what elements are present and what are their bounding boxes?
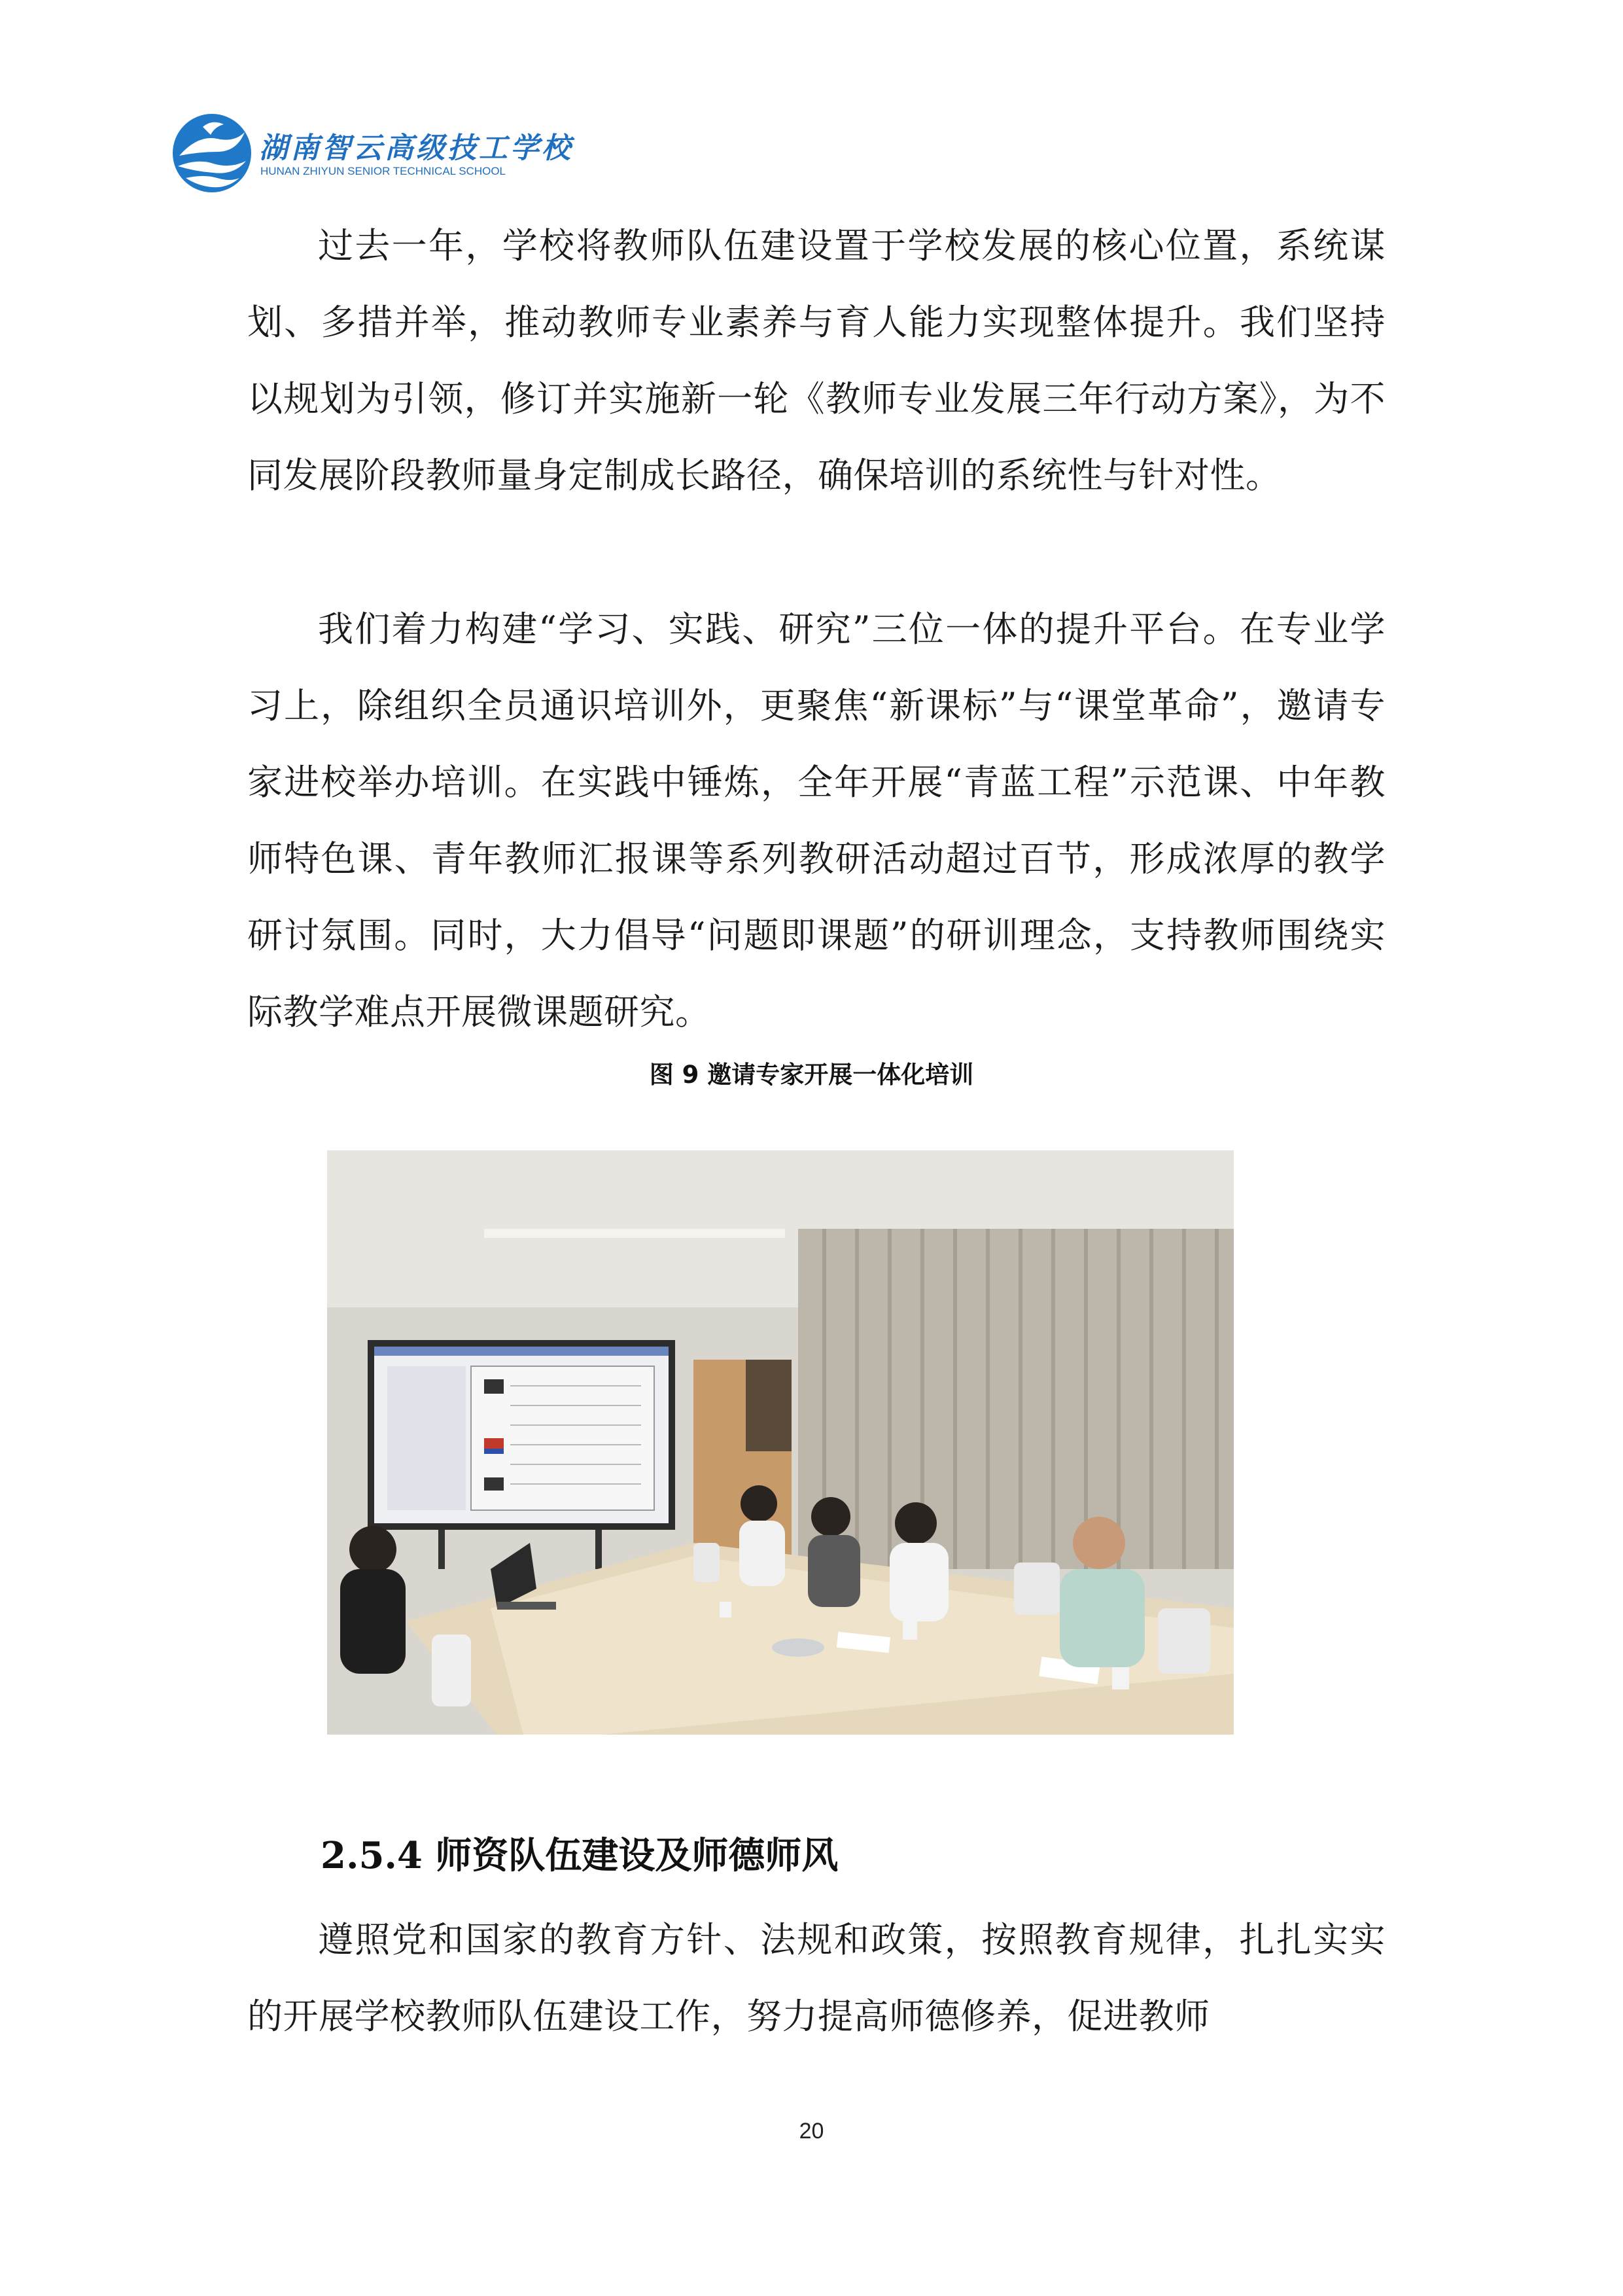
body-paragraph-3: 遵照党和国家的教育方针、法规和政策，按照教育规律，扎扎实实的开展学校教师队伍建设工作，努力提高师德修养，促进教师 [247, 1919, 1386, 2037]
school-name-cn: 湖南智云高级技工学校 [259, 132, 573, 165]
section-heading: 2.5.4 师资队伍建设及师德师风 [321, 1834, 839, 1877]
school-name-en: HUNAN ZHIYUN SENIOR TECHNICAL SCHOOL [260, 165, 506, 177]
body-paragraph-2: 我们着力构建“学习、实践、研究”三位一体的提升平台。在专业学习上，除组织全员通识培训外，更聚焦“新课标”与“课堂革命”，邀请专家进校举办培训。在实践中锤炼，全年开展“青蓝工程”示范课、中年教师特色课、青年教师汇报课等系列教研活动超过百节，形成浓厚的教学研讨氛围。同时，大力倡导“问题即课题”的研训理念，支持教师围绕实际教学难点开展微课题研究。 [247, 609, 1386, 1033]
school-logo-icon [171, 113, 253, 194]
school-logo [171, 113, 573, 198]
body-paragraph-1: 过去一年，学校将教师队伍建设置于学校发展的核心位置，系统谋划、多措并举，推动教师专业素养与育人能力实现整体提升。我们坚持以规划为引领，修订并实施新一轮《教师专业发展三年行动方案》，为不同发展阶段教师量身定制成长路径，确保培训的系统性与针对性。 [247, 225, 1386, 496]
page-number: 20 [799, 2119, 824, 2144]
training-photo [327, 1150, 1234, 1735]
figure-caption: 图 9 邀请专家开展一体化培训 [649, 1061, 974, 1089]
training-photo-image [327, 1150, 1234, 1735]
